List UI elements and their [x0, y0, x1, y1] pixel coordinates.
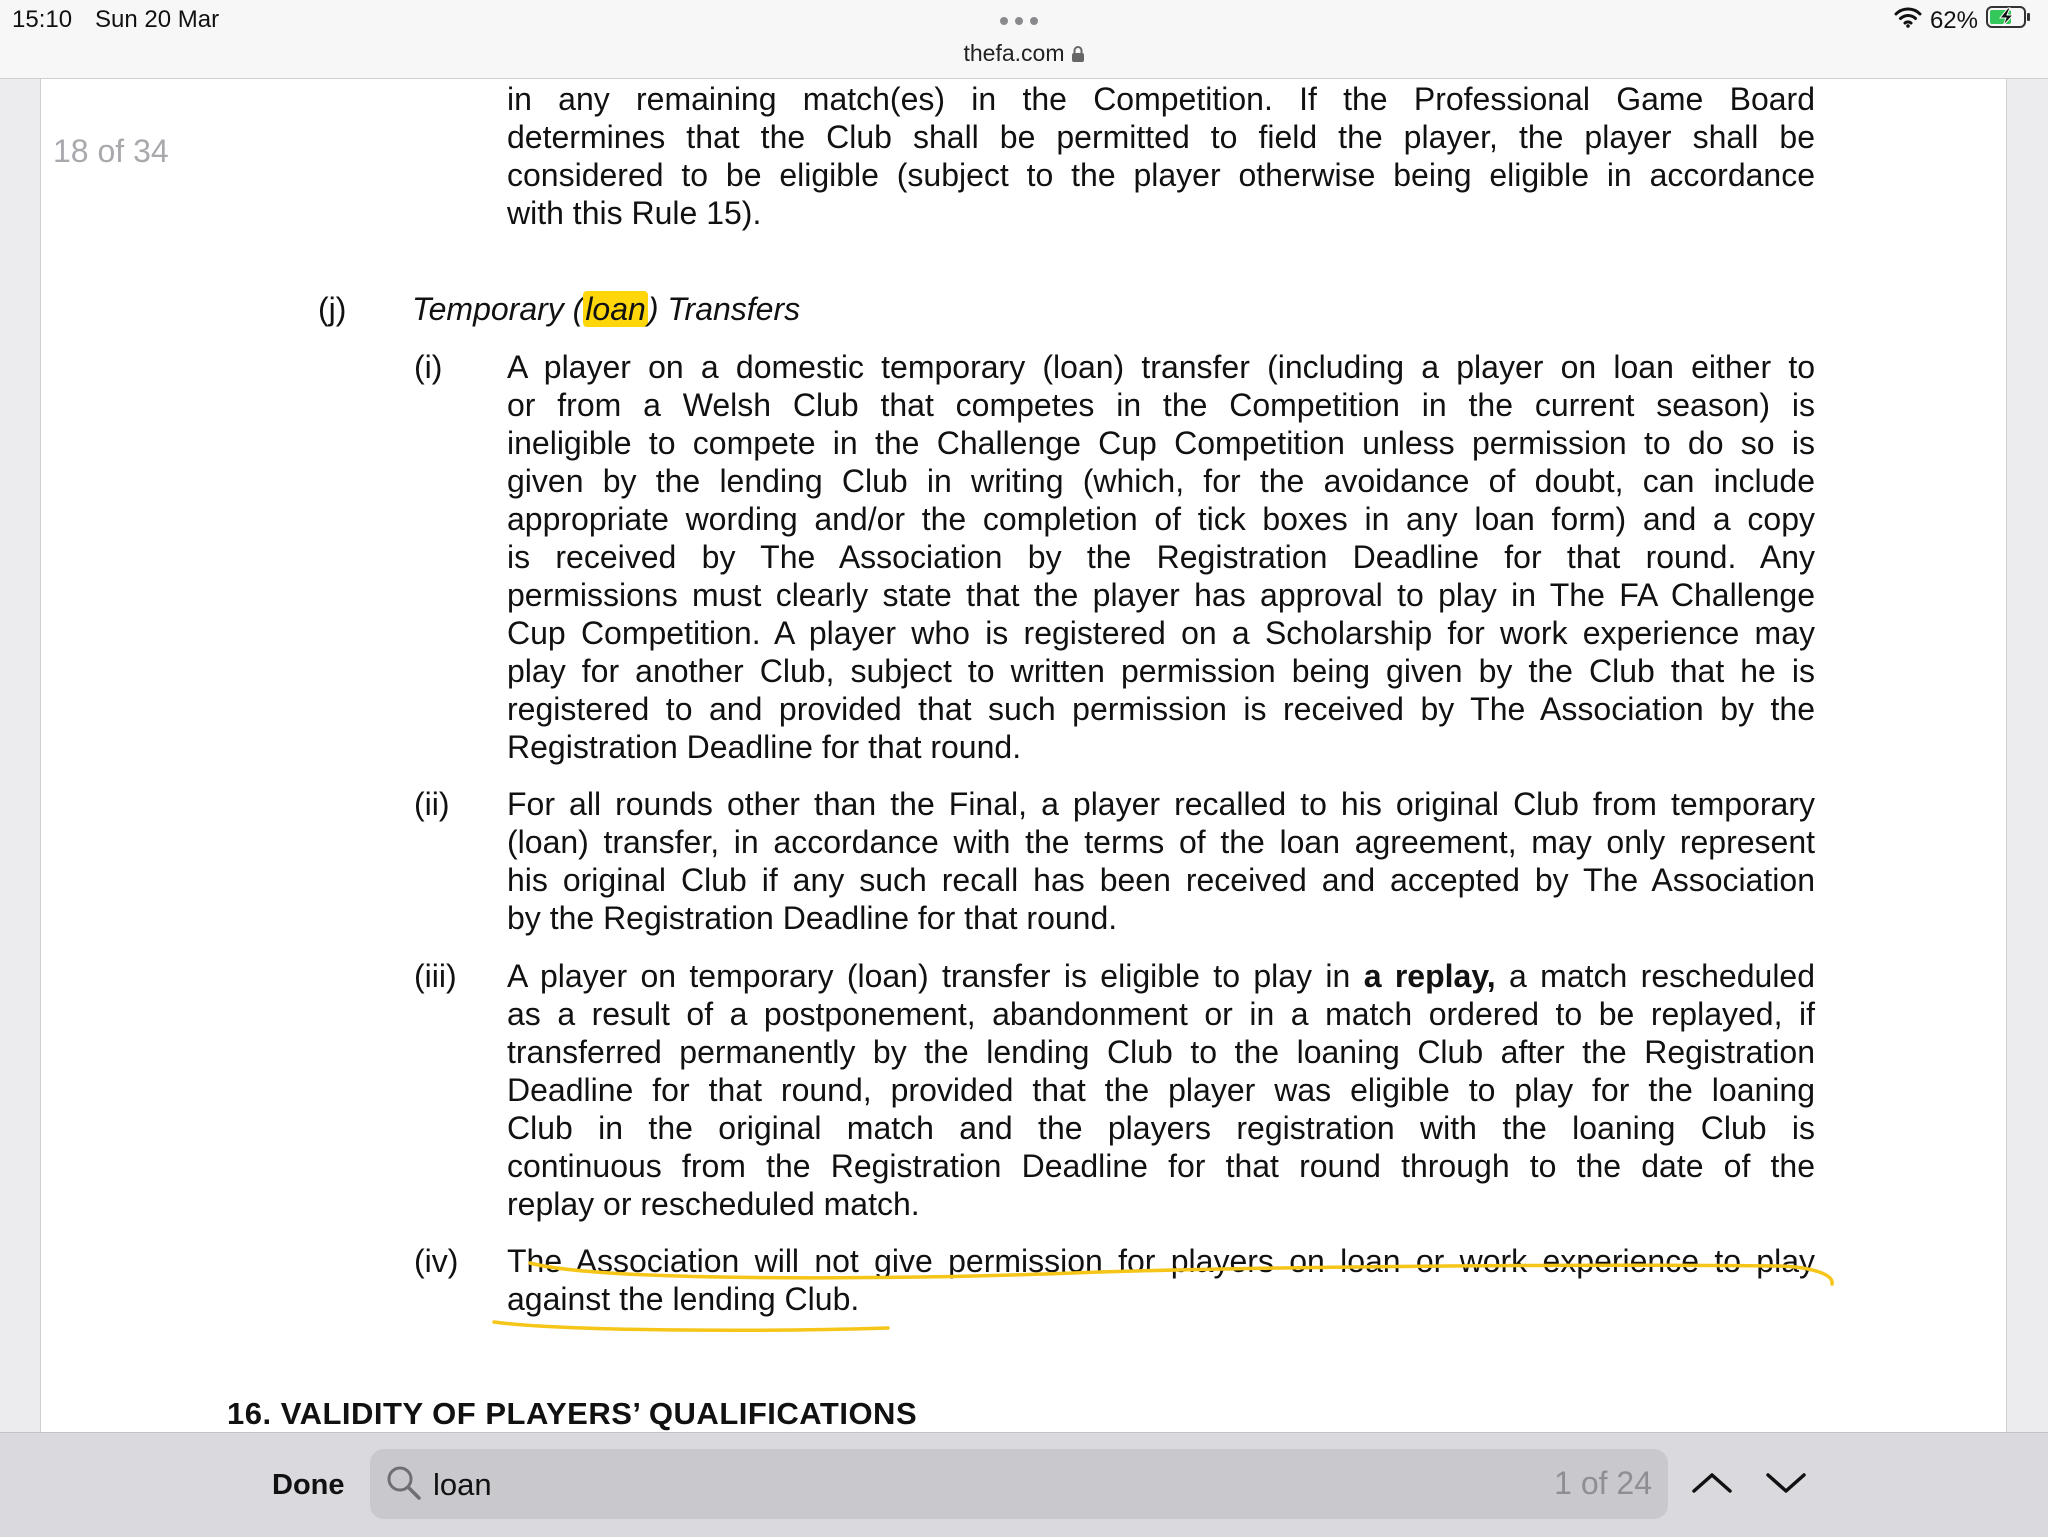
item-line: A player on a domestic temporary (loan) transfer (including a player on loan either to [507, 349, 1815, 385]
item-line: his original Club if any such recall has been received and accepted by The Association [507, 862, 1815, 898]
intro-line: determines that the Club shall be permitted to field the player, the player shall be [507, 119, 1815, 155]
search-highlight: loan [585, 291, 646, 327]
more-dots-icon[interactable] [1000, 17, 1038, 25]
status-right [1894, 5, 2032, 36]
battery-charging-icon [1986, 5, 2032, 36]
intro-line: in any remaining match(es) in the Competition. If the Professional Game Board [507, 81, 1815, 117]
find-query: loan [433, 1467, 492, 1502]
wifi-icon [1894, 6, 1922, 35]
battery-percent: 62% [1929, 6, 1978, 34]
find-input[interactable] [370, 1449, 1668, 1519]
item-label: (iv) [414, 1243, 459, 1279]
item-line: Registration Deadline for that round. [507, 729, 1022, 765]
intro-line: considered to be eligible (subject to the player otherwise being eligible in accordance [507, 157, 1815, 193]
item-line: For all rounds other than the Final, a player recalled to his original Club from temporary [507, 786, 1815, 822]
lock-icon [1071, 42, 1085, 69]
section-label: (j) [318, 291, 347, 327]
item-line: registered to and provided that such permission is received by The Association by the [507, 691, 1815, 727]
previous-match-chevron-up-icon[interactable] [1690, 1467, 1734, 1502]
item-line: A player on temporary (loan) transfer is eligible to play in a replay, a match rescheduled [507, 958, 1816, 994]
status-date: Sun 20 Mar [95, 6, 220, 33]
match-count: 1 of 24 [1554, 1465, 1652, 1501]
url-bar[interactable] [0, 40, 2048, 69]
item-line: given by the lending Club in writing (which, for the avoidance of doubt, can include [507, 463, 1815, 499]
section-heading: Temporary (loan) Transfers [412, 291, 801, 327]
item-line: Deadline for that round, provided that the player was eligible to play for the loaning [507, 1072, 1815, 1108]
item-line: as a result of a postponement, abandonment or in a match ordered to be replayed, if [507, 996, 1815, 1032]
item-label: (ii) [414, 786, 450, 822]
find-in-page-bar [0, 1432, 2048, 1537]
item-line: Club in the original match and the players registration with the loaning Club is [507, 1110, 1815, 1146]
item-line: continuous from the Registration Deadline for that round through to the date of the [507, 1148, 1815, 1184]
page-indicator: 18 of 34 [53, 133, 169, 169]
item-line: by the Registration Deadline for that round. [507, 900, 1118, 936]
item-line: against the lending Club. [507, 1281, 860, 1317]
status-time: 15:10 [12, 6, 73, 33]
item-line: (loan) transfer, in accordance with the terms of the loan agreement, may only represent [507, 824, 1815, 860]
item-line: ineligible to compete in the Challenge Cup Competition unless permission to do so is [507, 425, 1815, 461]
item-line: The Association will not give permission for players on loan or work experience to play [507, 1243, 1815, 1279]
done-button[interactable]: Done [272, 1469, 345, 1501]
item-line: permissions must clearly state that the player has approval to play in The FA Challenge [507, 577, 1815, 613]
intro-line: with this Rule 15). [507, 195, 762, 231]
item-line: is received by The Association by the Registration Deadline for that round. Any [507, 539, 1815, 575]
pdf-page[interactable] [40, 79, 2007, 1432]
url-text: thefa.com [963, 40, 1065, 66]
item-label: (iii) [414, 958, 457, 994]
item-label: (i) [414, 349, 443, 385]
search-icon [386, 1465, 422, 1506]
next-match-chevron-down-icon[interactable] [1764, 1467, 1808, 1502]
item-line: or from a Welsh Club that competes in the Competition in the current season) is [507, 387, 1815, 423]
item-line: transferred permanently by the lending Club to the loaning Club after the Registration [507, 1034, 1815, 1070]
top-bar [0, 0, 2048, 79]
item-line: replay or rescheduled match. [507, 1186, 920, 1222]
section-16-heading: 16. VALIDITY OF PLAYERS’ QUALIFICATIONS [227, 1396, 918, 1431]
item-line: play for another Club, subject to written permission being given by the Club that he is [507, 653, 1815, 689]
item-line: Cup Competition. A player who is registered on a Scholarship for work experience may [507, 615, 1815, 651]
item-line: appropriate wording and/or the completion of tick boxes in any loan form) and a copy [507, 501, 1815, 537]
